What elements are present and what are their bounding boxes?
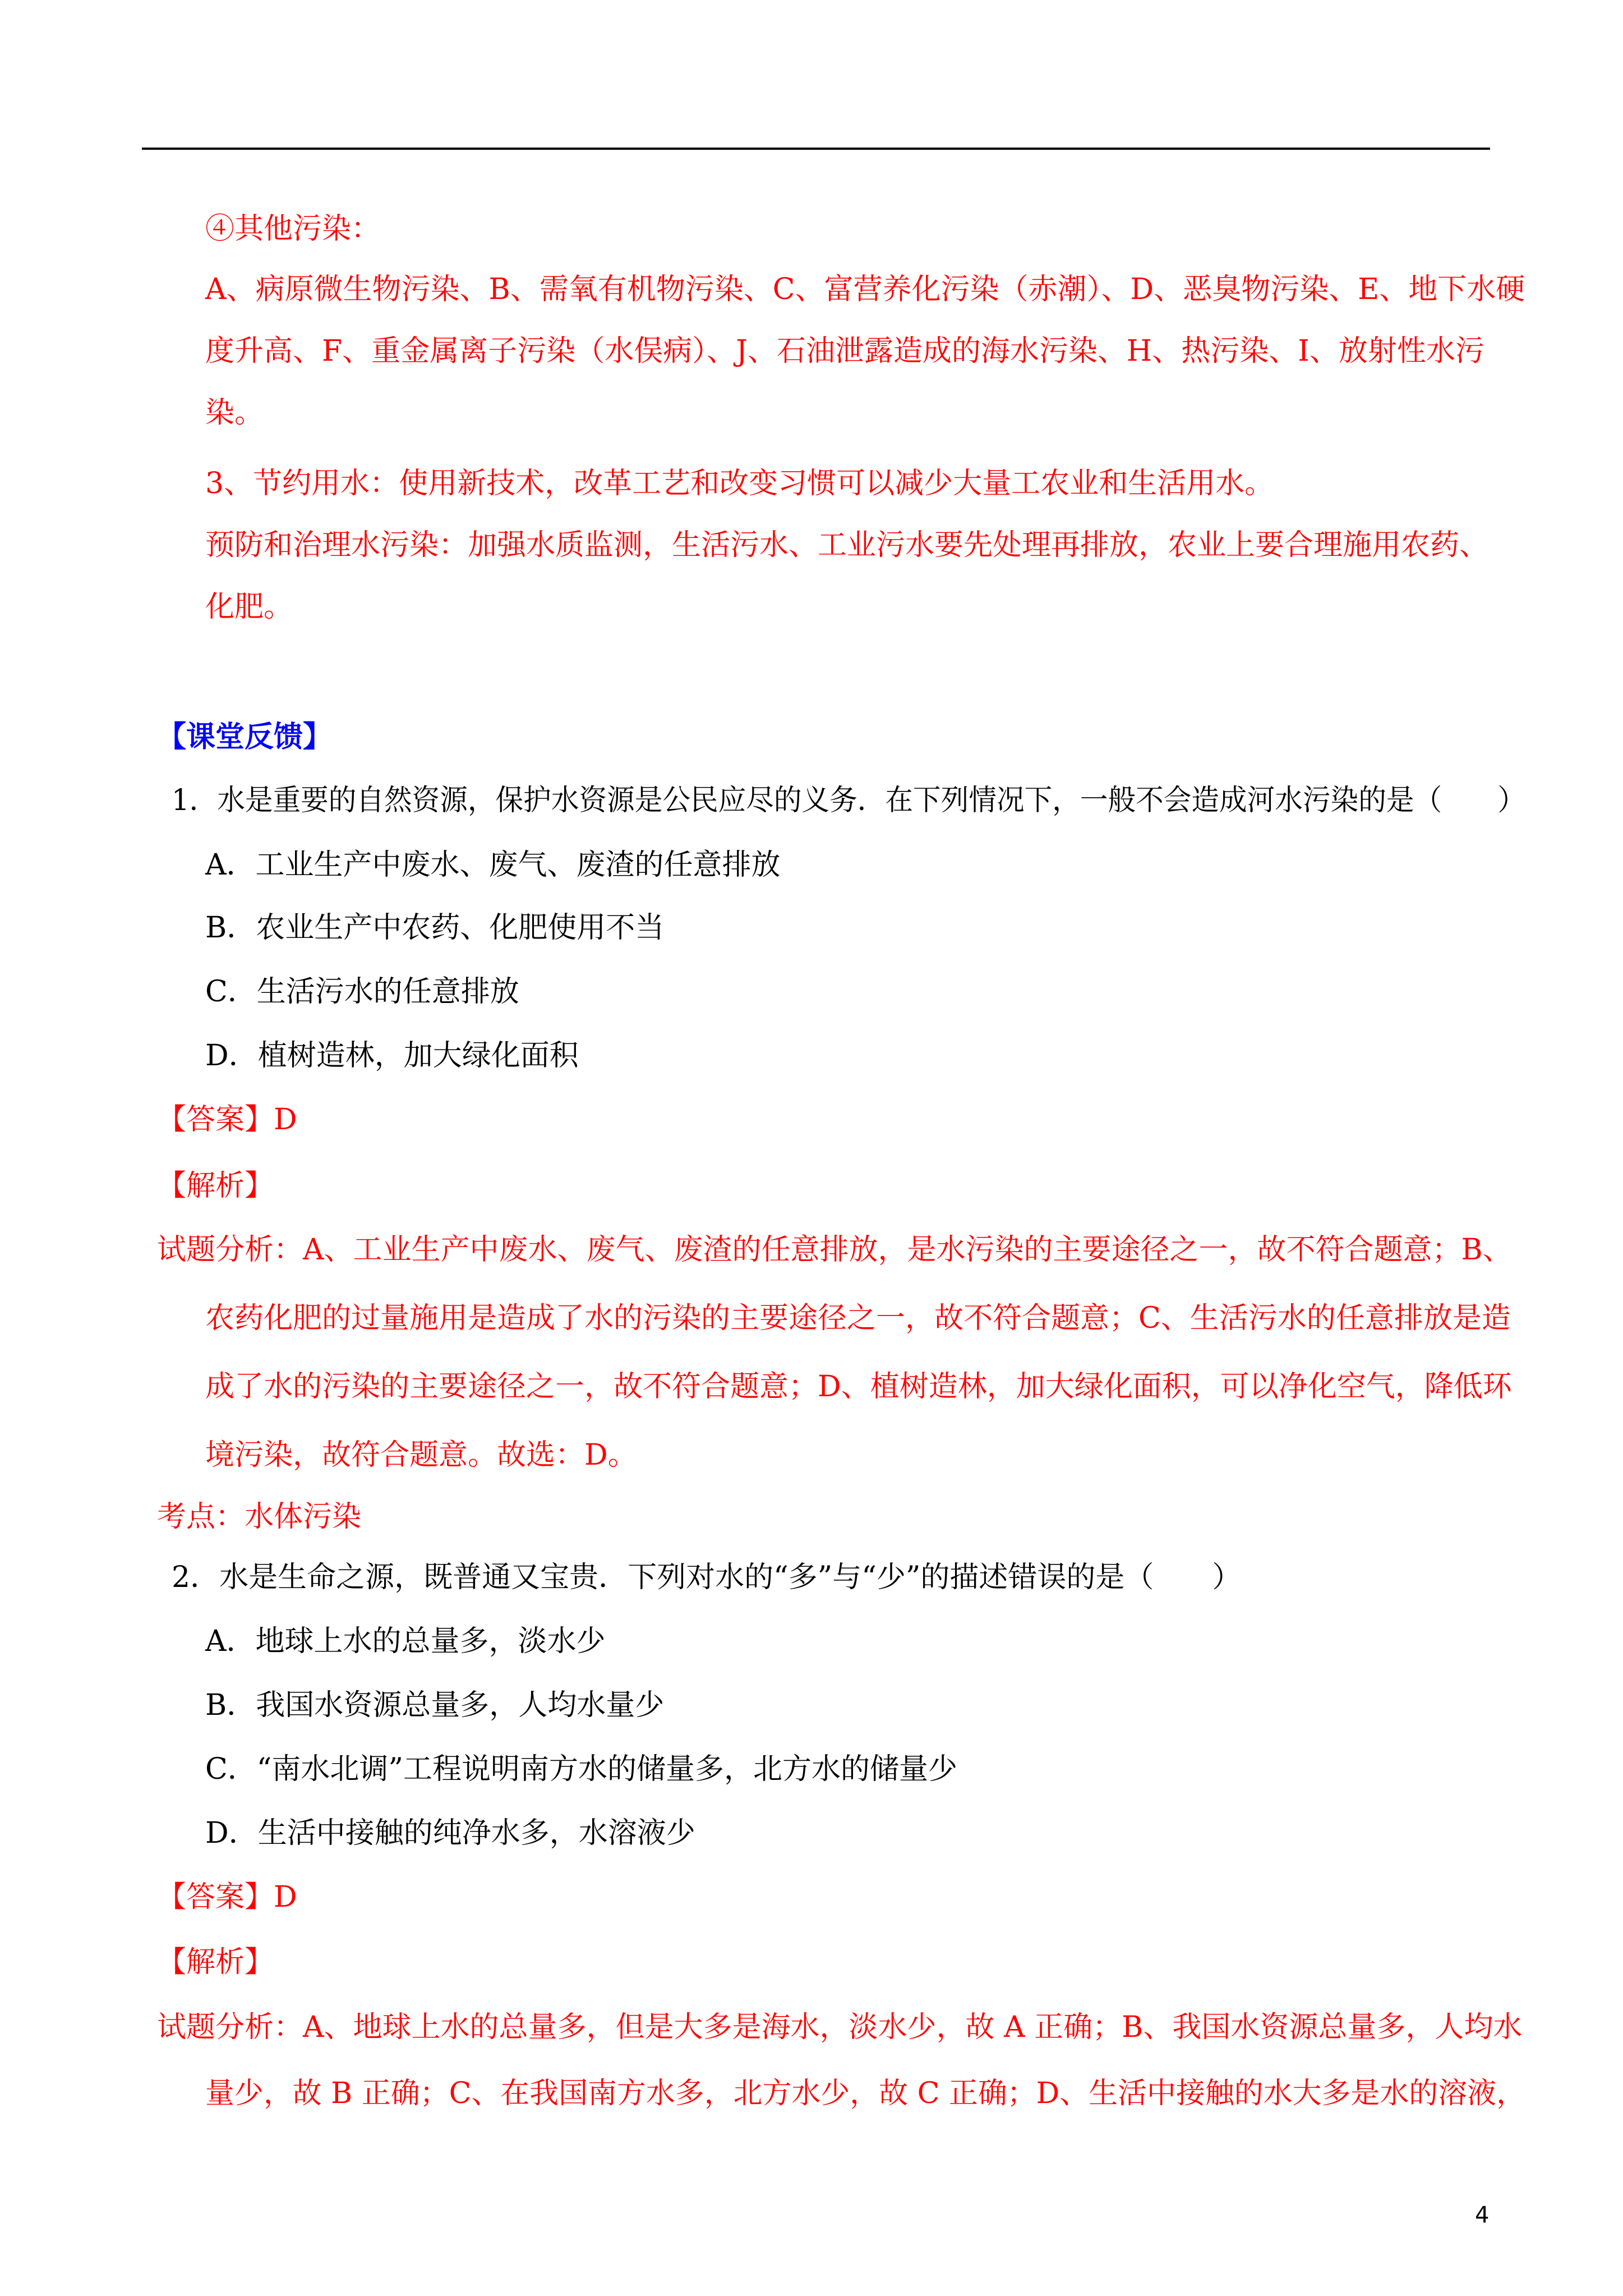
question-1-analysis-line-2: 农药化肥的过量施用是造成了水的污染的主要途径之一，故不符合题意；C、生活污水的任意排放是造 bbox=[205, 1301, 1511, 1335]
question-2-analysis-line-2: 量少，故 B 正确；C、在我国南方水多，北方水少，故 C 正确；D、生活中接触的水大多是水的溶液， bbox=[205, 2077, 1525, 2110]
question-2-option-b: B．我国水资源总量多，人均水量少 bbox=[205, 1688, 665, 1722]
prevent-line-2: 化肥。 bbox=[205, 590, 293, 624]
answer-label: 【答案】 bbox=[157, 1880, 274, 1914]
question-1-option-b: B．农业生产中农药、化肥使用不当 bbox=[205, 911, 665, 945]
answer-label: 【答案】 bbox=[157, 1103, 274, 1137]
page-number: 4 bbox=[1475, 2202, 1490, 2228]
answer-value: D bbox=[274, 1880, 297, 1914]
question-2-answer bbox=[157, 1879, 297, 1915]
question-1-analysis-line-1: 试题分析：A、工业生产中废水、废气、废渣的任意排放，是水污染的主要途径之一，故不符合题意；B、 bbox=[157, 1233, 1512, 1267]
prevent-line-1: 预防和治理水污染：加强水质监测，生活污水、工业污水要先处理再排放，农业上要合理施用农药、 bbox=[205, 528, 1489, 562]
question-2-analysis-label: 【解析】 bbox=[157, 1945, 274, 1979]
answer-value: D bbox=[274, 1103, 297, 1137]
question-2-analysis-line-1: 试题分析：A、地球上水的总量多，但是大多是海水，淡水少，故 A 正确；B、我国水资源总量多，人均水 bbox=[157, 2010, 1523, 2044]
question-1-analysis-line-3: 成了水的污染的主要途径之一，故不符合题意；D、植树造林，加大绿化面积，可以净化空气，降低环 bbox=[205, 1370, 1512, 1404]
header-rule bbox=[142, 148, 1490, 150]
other-pollution-line-3: 染。 bbox=[205, 396, 264, 430]
question-2-stem: 2．水是生命之源，既普通又宝贵．下列对水的“多”与“少”的描述错误的是（ ） bbox=[172, 1561, 1242, 1594]
question-1-option-a: A．工业生产中废水、废气、废渣的任意排放 bbox=[205, 848, 781, 882]
other-pollution-line-1: A、病原微生物污染、B、需氧有机物污染、C、富营养化污染（赤潮）、D、恶臭物污染、E、地下水硬 bbox=[205, 273, 1525, 306]
question-2-option-a: A．地球上水的总量多，淡水少 bbox=[205, 1625, 606, 1658]
question-1-answer bbox=[157, 1102, 297, 1138]
other-pollution-line-2: 度升高、F、重金属离子污染（水俣病）、J、石油泄露造成的海水污染、H、热污染、I、放射性水污 bbox=[205, 334, 1484, 368]
question-1-analysis-label: 【解析】 bbox=[157, 1169, 274, 1203]
question-1-point: 考点：水体污染 bbox=[157, 1500, 362, 1534]
question-2-option-c: C．“南水北调”工程说明南方水的储量多，北方水的储量少 bbox=[205, 1752, 957, 1786]
question-1-analysis-line-4: 境污染，故符合题意。故选：D。 bbox=[205, 1438, 637, 1472]
question-2-option-d: D．生活中接触的纯净水多，水溶液少 bbox=[205, 1816, 695, 1850]
question-1-option-d: D．植树造林，加大绿化面积 bbox=[205, 1039, 579, 1073]
question-1-option-c: C．生活污水的任意排放 bbox=[205, 975, 519, 1009]
section-title: 【课堂反馈】 bbox=[157, 720, 333, 754]
question-1-stem: 1．水是重要的自然资源，保护水资源是公民应尽的义务．在下列情况下，一般不会造成河水污染的是（ ） bbox=[172, 784, 1525, 817]
other-pollution-heading: ④其他污染： bbox=[205, 212, 381, 246]
save-water-text: 3、节约用水：使用新技术，改革工艺和改变习惯可以减少大量工农业和生活用水。 bbox=[205, 467, 1274, 500]
